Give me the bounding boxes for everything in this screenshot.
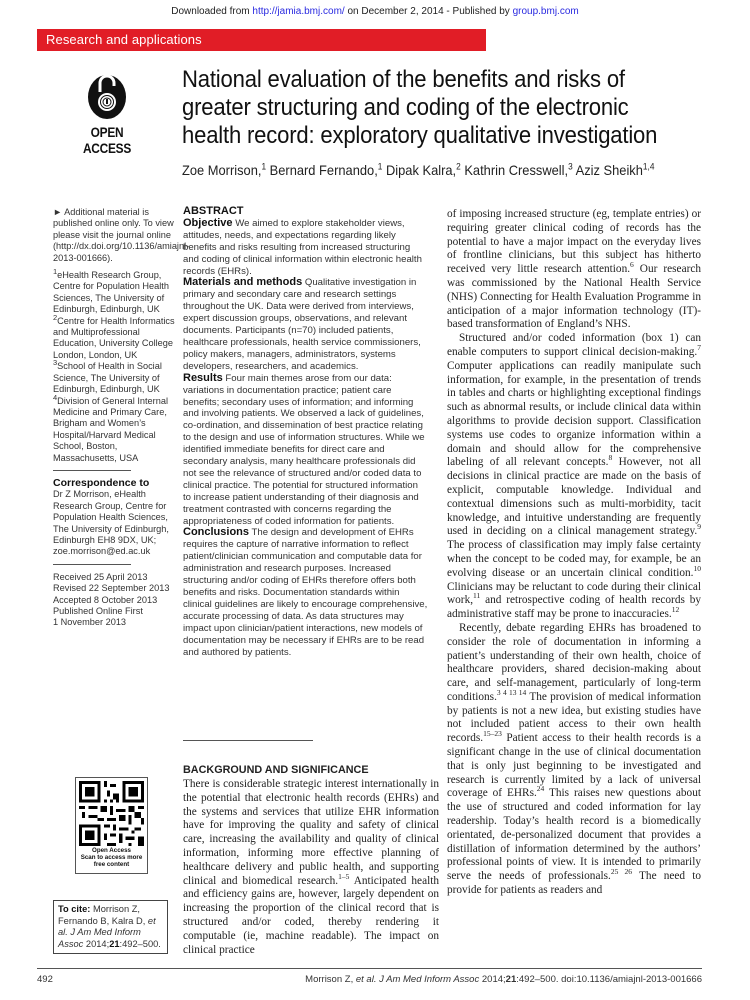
- footer-cite-journal: et al. J Am Med Inform Assoc: [355, 974, 480, 985]
- author-name: Aziz Sheikh: [575, 162, 643, 178]
- page-number: 492: [37, 974, 53, 985]
- abstract-section-text: Qualitative investigation in primary and secondary care and research settings throughout the UK. Data were derived from interviews, expert discussion groups, observations, and relevant documents. Participants (n=70) included patients, healthcare professionals, health service commissioners, policy makers, managers, administrators, systems developers, researchers, and academics.: [183, 277, 421, 372]
- author-name: Bernard Fernando: [269, 162, 375, 178]
- reference-marker[interactable]: 10: [693, 563, 701, 573]
- abstract-objective: [183, 218, 428, 278]
- author-affiliation: 3: [568, 161, 573, 172]
- date-revised: Revised 22 September 2013: [53, 583, 170, 594]
- affiliation-text: Centre for Health Informatics and Multiprofessional Education, University College London, London, UK: [53, 315, 175, 360]
- abstract-section-text: The design and development of EHRs requires the capture of narrative information to reflect patient/clinician communication and computable data for administration and research purposes. Increased structuring and/or coding of EHRs therefore offers both benefits and risks. Documentation standards within clinical guidelines are likely to encourage comprehensive, accurate processing of data. As data structures may impact upon clinician/patient interactions, new models of documentation may be necessary if EHRs are to be read and authored by patients.: [183, 527, 428, 658]
- divider: [53, 564, 131, 565]
- abstract-divider: [183, 740, 313, 741]
- paragraph: [447, 622, 701, 898]
- reference-marker[interactable]: 3 4 13 14: [496, 688, 527, 698]
- body-text: Recently, debate regarding EHRs has broadened to consider the role of documentation in informing a patient’s understanding of their own health, choice of healthcare providers, shared decision-making about care, and self-management, particularly of long-term conditions.: [447, 621, 701, 703]
- reference-marker[interactable]: 8: [608, 453, 613, 463]
- author-affiliation: 2: [456, 161, 461, 172]
- date-published: 1 November 2013: [53, 617, 127, 628]
- footer-divider: [37, 968, 702, 969]
- body-text: of imposing increased structure (eg, template entries) or requiring greater clinical coding of records has the potential to have a major impact on the everyday lives of frontline clinicians, but this subject has hitherto received very little research attention.: [447, 208, 701, 276]
- date-accepted: Accepted 8 October 2013: [53, 594, 158, 605]
- additional-material-note: ► Additional material is published online only. To view please visit the journal online (http://dx.doi.org/10.1136/amiajnl-2013-001666).: [53, 207, 190, 263]
- author-name: Dipak Kalra: [385, 162, 453, 178]
- abstract-section-label: Results: [183, 371, 223, 384]
- qr-caption-line: Scan to access more: [80, 854, 143, 862]
- footer-citation: [305, 974, 702, 985]
- body-text: Patient access to their health records is a significant change in the use of clinical documentation that is only just beginning to be investigated and research is currently limited by a lack of universal coverage of EHRs.: [447, 732, 701, 800]
- affiliation-number: 1: [53, 266, 58, 276]
- footer-cite-year: 2014;: [479, 974, 506, 985]
- article-title: National evaluation of the benefits and risks of greater structuring and coding of the electronic health record: exploratory qualitative investigation: [182, 66, 658, 149]
- download-notice: [0, 6, 750, 17]
- paragraph: [447, 332, 701, 622]
- body-text: However, not all decisions in clinical practice are made on the basis of explicit, computable knowledge. Individual and contextual dimensions such as multi-morbidity, tacit knowledge, and intuitive understanding are frequently used in deciding on a clinical management strategy.: [447, 456, 701, 538]
- date-published-label: Published Online First: [53, 606, 143, 616]
- body-text: Computer applications can readily manipulate such information, for example, in the presentation of trends in tables and charts or highlighting exceptional findings such as abnormal results, or include clinical data within algorithms to provide decision support. Classification systems use codes to organize information within a domain and should allow for the comprehensive labeling of all relevant concepts.: [447, 359, 701, 469]
- download-prefix: Downloaded from: [171, 6, 253, 17]
- abstract-conclusions: [183, 527, 428, 658]
- citation-pages: :492–500.: [119, 938, 161, 949]
- affiliation-text: eHealth Research Group, Centre for Population Health Sciences, The University of Edinburgh, Edinburgh, UK: [53, 270, 169, 315]
- body-text: Structured and/or coded information (box 1) can enable computers to support clinical decision-making.: [447, 332, 701, 358]
- qr-caption-line: free content: [93, 861, 130, 869]
- author-name: Kathrin Cresswell: [464, 162, 565, 178]
- body-text: Anticipated health and efficiency gains are, however, largely dependent on increasing the proportion of the clinical record that is structured and/or coded, thereby rendering it computable (ie, machine readable). The impact on clinical practice: [183, 874, 440, 956]
- body-text: Our research was commissioned by the National Health Service (NHS) Connecting for Health Evaluation Programme in anticipation of a major information technology (IT)-based transformation of England’s NHS.: [447, 263, 702, 331]
- affiliation-item: [53, 392, 178, 464]
- affiliation-text: Division of General Internal Medicine and Primary Care, Brigham and Women’s Hospital/Harvard Medical School, Boston, Massachusetts, USA: [53, 395, 168, 463]
- affiliation-item: [53, 266, 178, 316]
- correspondence-email[interactable]: zoe.morrison@ed.ac.uk: [53, 546, 151, 557]
- open-access-label: OPEN ACCESS: [82, 124, 132, 156]
- date-received: Received 25 April 2013: [53, 571, 148, 582]
- qr-code-box[interactable]: [75, 777, 148, 874]
- abstract: [183, 206, 428, 658]
- citation-label: To cite:: [58, 904, 91, 914]
- abstract-section-text: Four main themes arose from our data: variations in documentation practice; patient care benefits; secondary uses of information; and informing and involving patients. We observed a lack of guidelines, co-ordination, and dissemination of best practice relating to the design and use of information structures. While we identified immediate benefits for direct care and secondary analysis, many healthcare professionals did not see the relevance of structured and/or coded data to clinical practice. The potential for structured information to increase patient understanding of their diagnosis and treatment contrasted with concerns regarding the appropriateness of coded information for patients.: [183, 372, 425, 527]
- sidebar-notes: [53, 207, 190, 629]
- author-affiliation: 1: [377, 161, 383, 172]
- affiliation-number: 4: [53, 392, 58, 402]
- body-text: and retrospective coding of health records by administrative staff may be prone to inaccuracies.: [447, 594, 701, 621]
- author-affiliation: 1,4: [642, 161, 655, 172]
- body-text: This raises new questions about the use of structured and coded information for lay readership. Today’s health record is a biomedically orientated, de-personalized document that provides a distillation of information determined by the authors’ professional points of view. It is intended to primarily serve the needs of professionals.: [447, 787, 701, 883]
- correspondence-address: Dr Z Morrison, eHealth Research Group, Centre for Population Health Sciences, The University of Edinburgh, Edinburgh EH8 9DX, UK;: [53, 489, 169, 545]
- background-heading: BACKGROUND AND SIGNIFICANCE: [183, 764, 369, 776]
- affiliation-number: 3: [53, 358, 58, 368]
- abstract-section-label: Materials and methods: [183, 276, 303, 289]
- affiliation-text: School of Health in Social Science, The University of Edinburgh, Edinburgh, UK: [53, 361, 162, 395]
- citation-journal: et al. J Am Med Inform Assoc: [58, 915, 156, 949]
- article-dates: [53, 572, 178, 629]
- section-banner: Research and applications: [37, 29, 486, 51]
- body-text: The process of classification may imply false certainty when the concept to be coded may, for example, be an evolving disease or an uncertain clinical condition.: [447, 539, 701, 579]
- affiliation-number: 2: [53, 312, 58, 322]
- reference-marker[interactable]: 11: [473, 591, 481, 601]
- background-body: [183, 778, 439, 957]
- body-text: The provision of medical information by patients is not a new idea, but existing studies have not included patient access to their own health records.: [447, 690, 701, 745]
- footer-cite-volume: 21: [505, 974, 517, 985]
- correspondence-heading: Correspondence to: [53, 476, 150, 489]
- abstract-section-label: Conclusions: [183, 526, 250, 539]
- footer-cite-authors: Morrison Z,: [305, 974, 356, 985]
- paragraph: [447, 208, 701, 332]
- group-bmj-link[interactable]: group.bmj.com: [512, 6, 579, 17]
- abstract-section-text: We aimed to explore stakeholder views, attitudes, needs, and expectations regarding likely benefits and risks resulting from increased structuring and coding of clinical information within electronic health records (EHRs).: [183, 217, 422, 277]
- citation-box: [53, 900, 168, 954]
- qr-caption-line: Open Access: [92, 847, 131, 854]
- reference-marker[interactable]: 7: [697, 343, 701, 353]
- body-text: The need to provide for patients as readers and: [447, 870, 702, 897]
- abstract-section-label: Objective: [183, 216, 233, 229]
- abstract-methods: [183, 277, 428, 372]
- affiliation-item: [53, 312, 178, 362]
- affiliation-item: [53, 358, 178, 395]
- citation-year: 2014;: [83, 938, 110, 949]
- reference-marker[interactable]: 1–5: [338, 871, 350, 881]
- citation-volume: 21: [109, 938, 120, 949]
- abstract-heading: ABSTRACT: [183, 205, 244, 217]
- author-name: Zoe Morrison: [182, 162, 258, 178]
- reference-marker[interactable]: 6: [630, 260, 634, 270]
- abstract-results: [183, 373, 428, 528]
- qr-caption: [76, 847, 147, 869]
- body-text: There is considerable strategic interest internationally in the potential that electronic health records (EHRs) and the systems and services that utilize EHR information have for improving the quality and safety of clinical care, increasing the availability and quality of clinical information, informing more effective planning of healthcare delivery and public health, and supporting clinical and biomedical research.: [183, 778, 439, 887]
- jamia-link[interactable]: http://jamia.bmj.com/: [252, 6, 345, 17]
- reference-marker[interactable]: 24: [536, 784, 545, 794]
- divider: [53, 470, 131, 471]
- citation-authors: Morrison Z, Fernando B, Kalra D,: [58, 904, 148, 926]
- footer-cite-doi: :492–500. doi:10.1136/amiajnl-2013-001666: [516, 974, 702, 985]
- reference-marker[interactable]: 12: [671, 605, 680, 615]
- author-list: Zoe Morrison,$^1$ Bernard Fernando,$^1$ Dipak Kalra,$^2$ Kathrin Cresswell,$^3$ Aziz Sheikh$^{1,4}$: [182, 161, 655, 178]
- open-access-logo: [62, 70, 152, 156]
- right-column-body: [447, 208, 701, 898]
- affiliations: [53, 266, 178, 464]
- author-affiliation: 1: [261, 161, 267, 172]
- open-padlock-icon: [86, 70, 128, 120]
- body-text: Clinicians may be reluctant to code during their clinical work,: [447, 580, 701, 607]
- qr-code-icon: [79, 781, 144, 846]
- reference-marker[interactable]: 9: [697, 522, 701, 532]
- reference-marker[interactable]: 15–23: [483, 729, 502, 739]
- reference-marker[interactable]: 25 26: [610, 867, 633, 877]
- download-middle: on December 2, 2014 - Published by: [344, 6, 513, 17]
